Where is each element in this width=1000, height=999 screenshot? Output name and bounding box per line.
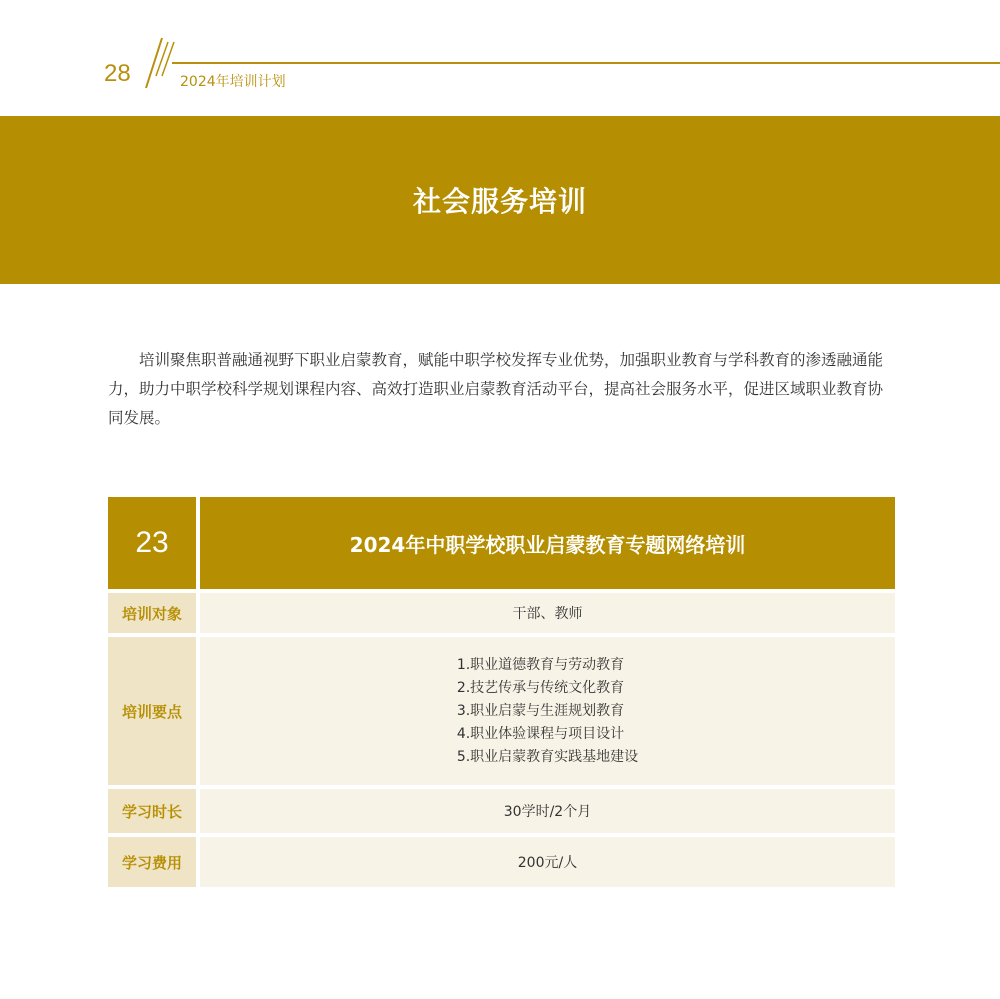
fee-label: 学习费用	[108, 837, 196, 887]
list-item: 5.职业启蒙教育实践基地建设	[456, 748, 639, 765]
table-row-fee	[108, 837, 895, 887]
points-value	[200, 637, 895, 785]
duration-value: 30学时/2个月	[200, 789, 895, 833]
list-item: 4.职业体验课程与项目设计	[456, 725, 625, 742]
table-row-target	[108, 593, 895, 633]
target-label: 培训对象	[108, 593, 196, 633]
course-header-row	[108, 497, 895, 589]
target-value: 干部、教师	[200, 593, 895, 633]
header-rule	[172, 62, 1000, 64]
section-title: 社会服务培训	[412, 185, 587, 218]
table-row-duration	[108, 789, 895, 833]
list-item: 2.技艺传承与传统文化教育	[456, 679, 625, 696]
duration-label: 学习时长	[108, 789, 196, 833]
course-number: 23	[108, 497, 196, 589]
list-item: 1.职业道德教育与劳动教育	[456, 656, 625, 673]
fee-value: 200元/人	[200, 837, 895, 887]
header-title: 2024年培训计划	[180, 74, 286, 90]
course-table	[108, 497, 895, 887]
points-list	[457, 654, 638, 769]
intro-paragraph: 培训聚焦职普融通视野下职业启蒙教育，赋能中职学校发挥专业优势，加强职业教育与学科教育的渗透融通能力，助力中职学校科学规划课程内容、高效打造职业启蒙教育活动平台，提高社会服务水平，促进区域职业教育协同发展。	[108, 350, 884, 427]
points-label: 培训要点	[108, 637, 196, 785]
header-slash-decoration	[140, 36, 180, 92]
course-title: 2024年中职学校职业启蒙教育专题网络培训	[200, 497, 895, 589]
page-number: 28	[104, 60, 131, 87]
list-item: 3.职业启蒙与生涯规划教育	[456, 702, 625, 719]
table-row-points	[108, 637, 895, 785]
section-banner	[0, 116, 1000, 284]
